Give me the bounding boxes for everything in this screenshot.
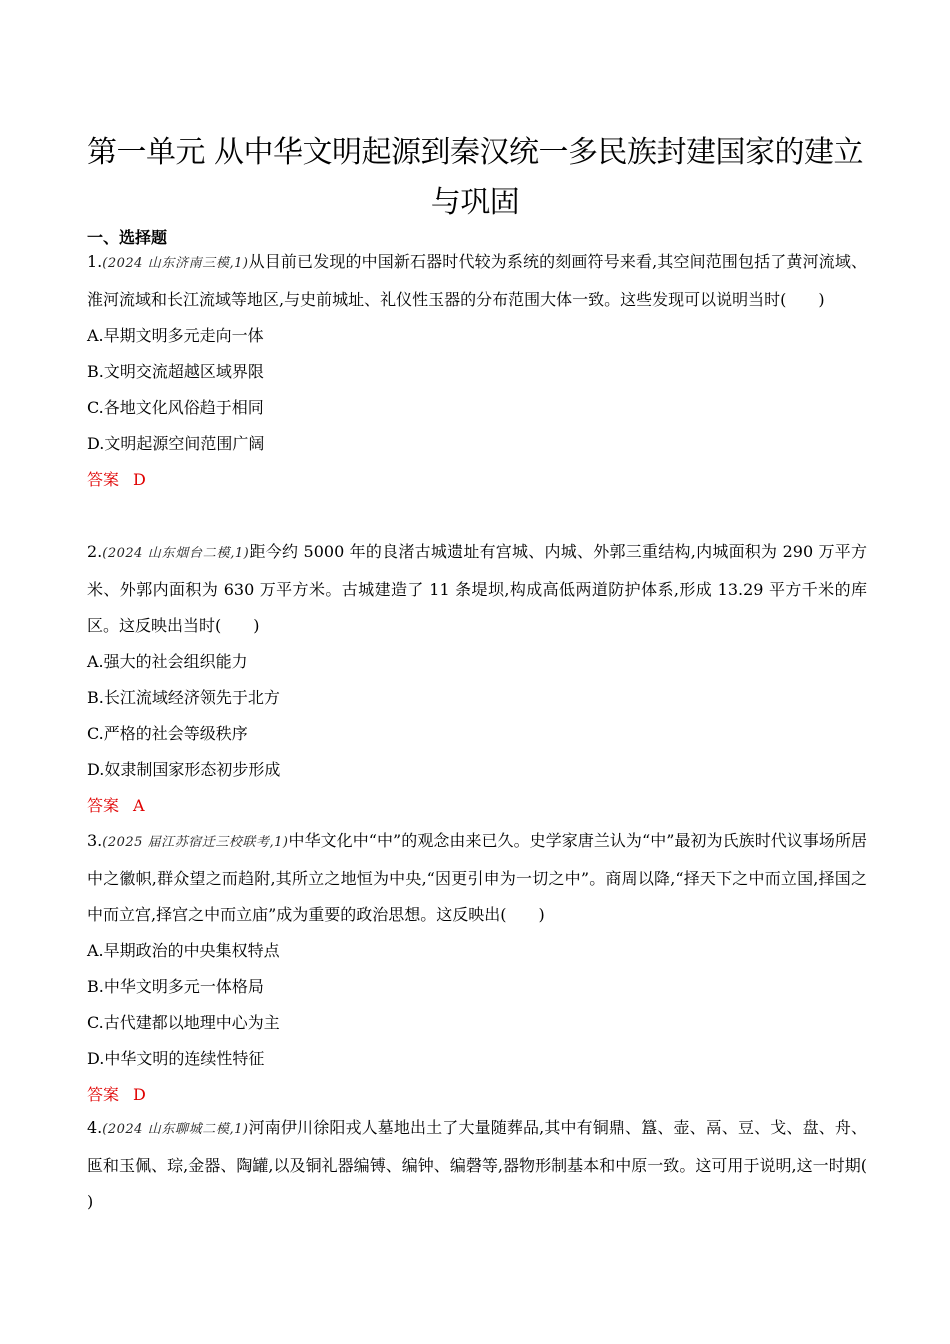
question-number: 1. — [87, 252, 103, 271]
unit-title-line-1: 第一单元 从中华文明起源到秦汉统一多民族封建国家的建立 — [86, 135, 864, 170]
option-a: A.早期文明多元走向一体 — [87, 326, 264, 345]
option-c: C.各地文化风俗趋于相同 — [87, 398, 264, 417]
option-b: B.中华文明多元一体格局 — [87, 977, 264, 996]
question-2 — [87, 534, 867, 824]
question-3 — [87, 823, 867, 1113]
answer-value: D — [133, 1085, 146, 1104]
option-d: D.文明起源空间范围广阔 — [87, 434, 265, 453]
answer-label: 答案 — [87, 796, 120, 815]
option-b: B.长江流域经济领先于北方 — [87, 688, 280, 707]
unit-title-line-2: 与巩固 — [430, 185, 520, 220]
answer-line — [87, 1077, 867, 1113]
answer-line — [87, 788, 867, 824]
question-text: 从目前已发现的中国新石器时代较为系统的刻画符号来看,其空间范围包括了黄河流域、淮河流域和长江流域等地区,与史前城址、礼仪性玉器的分布范围大体一致。这些发现可以说明当时( ) — [87, 252, 867, 309]
option-d: D.奴隶制国家形态初步形成 — [87, 760, 281, 779]
option-c: C.严格的社会等级秩序 — [87, 724, 248, 743]
question-stem — [87, 534, 867, 644]
question-source: (2025 届江苏宿迁三校联考,1) — [102, 835, 289, 850]
option-b: B.文明交流超越区域界限 — [87, 362, 264, 381]
question-number: 4. — [87, 1118, 103, 1137]
question-text: 中华文化中“中”的观念由来已久。史学家唐兰认为“中”最初为氏族时代议事场所居中之徽帜,群众望之而趋附,其所立之地恒为中央,“因更引申为一切之中”。商周以降,“择天下之中而立国,择国之中而立宫,择宫之中而立庙”成为重要的政治思想。这反映出( ) — [87, 831, 867, 924]
option-c: C.古代建都以地理中心为主 — [87, 1013, 280, 1032]
section-heading: 一、选择题 — [87, 228, 168, 247]
option-a: A.强大的社会组织能力 — [87, 652, 248, 671]
answer-line — [87, 462, 867, 498]
option-a: A.早期政治的中央集权特点 — [87, 941, 280, 960]
answer-value: D — [133, 470, 146, 489]
question-number: 2. — [87, 542, 103, 561]
question-1 — [87, 244, 867, 498]
answer-label: 答案 — [87, 470, 120, 489]
unit-title — [60, 128, 890, 228]
question-source: (2024 山东烟台二模,1) — [102, 546, 250, 561]
question-stem — [87, 823, 867, 933]
answer-value: A — [133, 796, 145, 815]
question-text: 河南伊川徐阳戎人墓地出土了大量随葬品,其中有铜鼎、簋、壶、鬲、豆、戈、盘、舟、匜和玉佩、琮,金器、陶罐,以及铜礼器编镈、编钟、编磬等,器物形制基本和中原一致。这可用于说明,这一时期( ) — [87, 1118, 900, 1211]
question-number: 3. — [87, 831, 103, 850]
question-4 — [87, 1110, 900, 1220]
answer-label: 答案 — [87, 1085, 120, 1104]
question-source: (2024 山东济南三模,1) — [102, 256, 249, 271]
option-d: D.中华文明的连续性特征 — [87, 1049, 265, 1068]
question-stem — [87, 244, 867, 318]
question-text: 距今约 5000 年的良渚古城遗址有宫城、内城、外郭三重结构,内城面积为 290 万平方米、外郭内面积为 630 万平方米。古城建造了 11 条堤坝,构成高低两道防护体系,形成 13.29 平方千米的库区。这反映出当时( ) — [87, 542, 867, 635]
question-stem — [87, 1110, 900, 1220]
question-source: (2024 山东聊城二模,1) — [102, 1122, 249, 1137]
